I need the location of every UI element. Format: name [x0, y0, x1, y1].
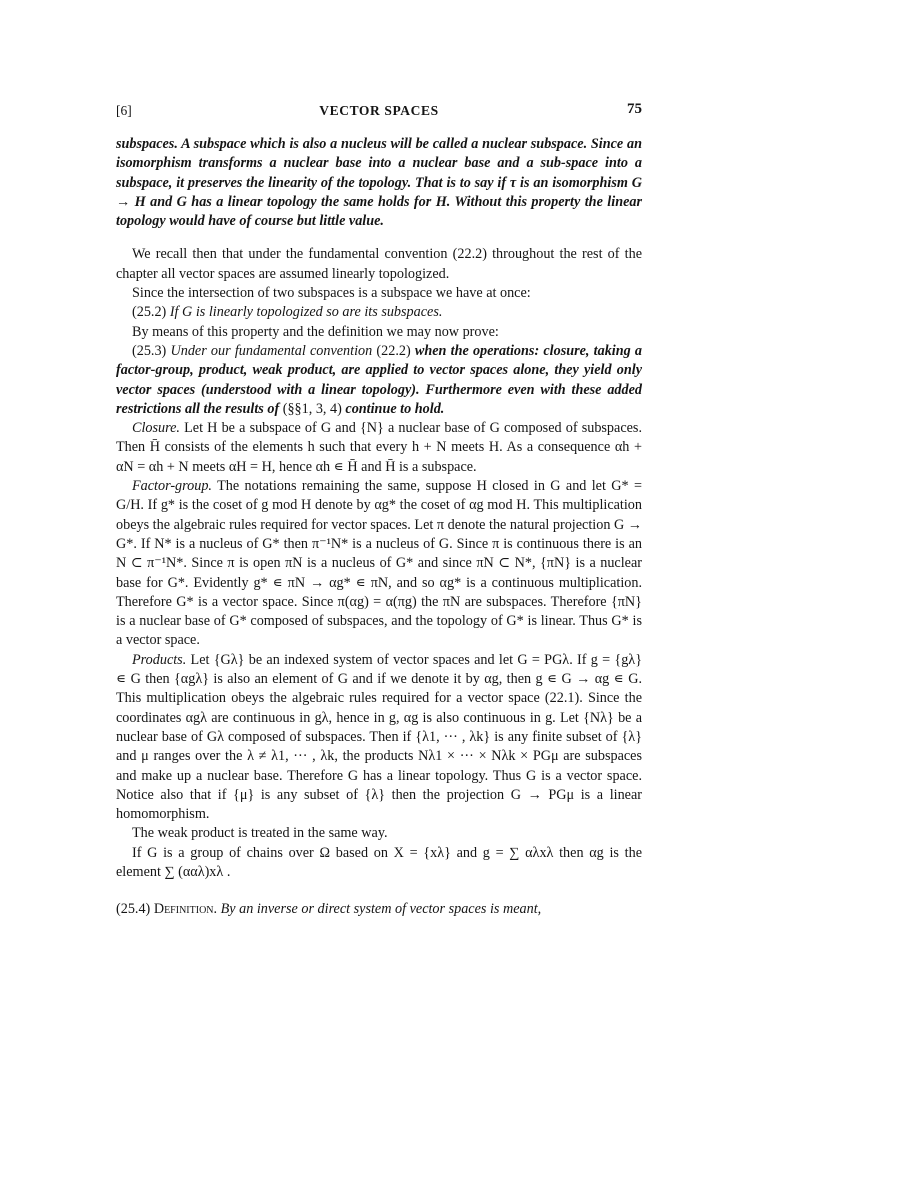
page-number: 75 [627, 101, 642, 117]
definition-keyword: Definition. [153, 901, 218, 918]
page-body [116, 135, 642, 920]
intro-italic-paragraph: subspaces. A subspace which is also a nucleus will be called a nuclear subspace. Since an isomorphism transforms a nuclear base into a nuclear base and a sub-space into a subspace, it preserves the linearity of the topology. That is to say if τ is an isomorphism G → H and G has a linear topology the same holds for H. Without this property the linear topology would have of course but little value. [116, 136, 642, 230]
theorem-reference: (22.2) [376, 342, 411, 359]
products-label: Products. [132, 651, 187, 668]
paragraph-recall: We recall then that under the fundamental convention (22.2) throughout the rest of the chapter all vector spaces are assumed linearly topologized. [116, 246, 642, 282]
theorem-reference-2: (§§1, 3, 4) [282, 400, 342, 417]
running-head [116, 101, 642, 121]
closure-label: Closure. [132, 420, 180, 437]
theorem-text-a: Under our fundamental convention [170, 342, 373, 359]
page-title: VECTOR SPACES [319, 103, 439, 118]
products-paragraph [116, 651, 642, 825]
paragraph-since: Since the intersection of two subspaces is a subspace we have at once: [132, 285, 531, 302]
paragraph-means: By means of this property and the definition we may now prove: [132, 323, 499, 340]
factor-group-label: Factor-group. [132, 478, 212, 495]
paragraph-gap [116, 882, 642, 900]
theorem-25-3 [116, 342, 642, 419]
theorem-label: (25.2) [132, 304, 167, 321]
products-text: Let {Gλ} be an indexed system of vector spaces and let G = PGλ. If g = {gλ} ∊ G then {αgλ} is also an element of G and if we denote it by αg, then g ∊ G → αg ∊ G. This multiplication obeys the algebraic rules required for a vector space (22.1). Since the coordinates αgλ are continuous in gλ, hence in g, αg is also continuous in g. Let {Nλ} be a nuclear base of Gλ composed of subspaces. Then if {λ1, ··· , λk} is any finite subset of {λ} and μ ranges over the λ ≠ λ1, ··· , λk, the products Nλ1 × ··· × Nλk × PGμ are subspaces and make up a nuclear base. Therefore G has a linear topology. Thus G is a vector space. Notice also that if {μ} is any subset of {λ} then the projection G → PGμ is a linear homomorphism. [116, 651, 642, 823]
definition-label: (25.4) [116, 901, 151, 918]
definition-25-4 [116, 900, 642, 919]
paragraph-chains: If G is a group of chains over Ω based on X = {xλ} and g = ∑ αλxλ then αg is the element ∑ (ααλ)xλ . [116, 844, 642, 880]
factor-group-paragraph [116, 477, 642, 651]
theorem-text: If G is linearly topologized so are its subspaces. [169, 304, 443, 321]
closure-paragraph [116, 419, 642, 477]
section-number: [6] [116, 103, 132, 118]
theorem-text-c: continue to hold. [345, 400, 445, 417]
definition-text: By an inverse or direct system of vector spaces is meant, [220, 901, 542, 918]
paragraph-weak-product: The weak product is treated in the same way. [132, 825, 388, 842]
closure-text: Let H be a subspace of G and {N} a nuclear base of G composed of subspaces. Then H̄ consists of the elements h such that every h + N meets H. As a consequence αh + αN = αh + N meets αH = H, hence αh ∊ H̄ and H̄ is a subspace. [116, 420, 642, 475]
theorem-text-b: when the operations: closure, taking a factor-group, product, weak product, are applied to vector spaces alone, they yield only vector spaces (understood with a linear topology). Furthermore even with these added restrictions all the results of [116, 342, 643, 417]
factor-group-text: The notations remaining the same, suppose H closed in G and let G* = G/H. If g* is the coset of g mod H denote by αg* the coset of αg mod H. This multiplication obeys the algebraic rules required for vector spaces. Let π denote the natural projection G → G*. If N* is a nucleus of G* then π⁻¹N* is a nucleus of G. Since π is continuous there is an N ⊂ π⁻¹N*. Since π is open πN is a nucleus of G* and since πN ⊂ N*, {πN} is a nuclear base for G*. Evidently g* ∊ πN → αg* ∊ πN, and so αg* is a continuous multiplication. Therefore G* is a vector space. Since π(αg) = α(πg) the πN are subspaces. Therefore {πN} is a nuclear base of G* composed of subspaces, and the topology of G* is linear. Thus G* is a vector space. [116, 478, 642, 649]
paragraph-gap [116, 231, 642, 245]
theorem-label: (25.3) [132, 342, 167, 359]
theorem-25-2 [116, 303, 642, 322]
